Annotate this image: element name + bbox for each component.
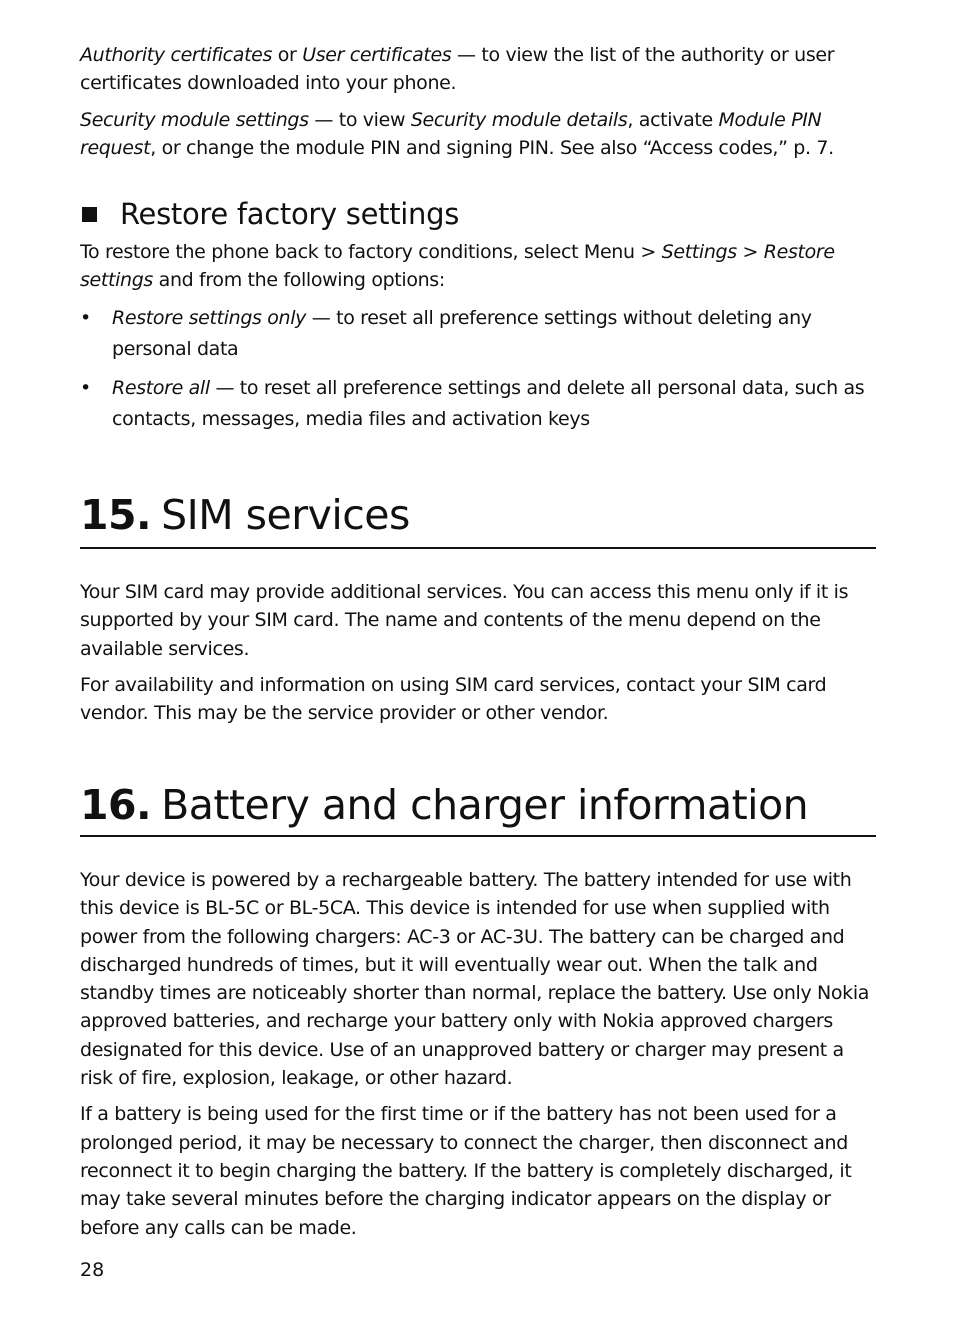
sim-services-body	[80, 578, 876, 727]
option-label: Restore all	[112, 376, 210, 399]
battery-body	[80, 866, 876, 1242]
restore-options-list	[80, 303, 876, 435]
page-number: 28	[80, 1259, 105, 1281]
path-separator: >	[736, 241, 764, 263]
security-module-details-label: Security module details	[410, 108, 628, 131]
battery-paragraph-2: If a battery is being used for the first time or if the battery has not been used for a prolonged period, it may be necessary to connect the charger, then disconnect and reconnect it to begin charging the battery. If the battery is completely discharged, it may take several minutes before the charging indicator appears on the display or before any calls can be made.	[80, 1103, 852, 1239]
chapter-title-text: Battery and charger information	[161, 781, 809, 829]
restore-heading-text: Restore factory settings	[120, 197, 460, 231]
chapter-title-text: SIM services	[161, 491, 410, 539]
module-pin-request-label: Module PIN request	[80, 108, 822, 159]
option-label: Restore settings only	[112, 306, 307, 329]
certificates-section	[80, 41, 876, 162]
option-text: — to reset all preference settings and delete all personal data, such as contacts, messages, media files and activation keys	[112, 376, 865, 430]
bullet-icon: •	[80, 376, 91, 399]
option-text: — to reset all preference settings without deleting any personal data	[112, 306, 812, 360]
list-item	[80, 373, 876, 435]
security-text-2: , activate	[627, 108, 719, 131]
chapter-number: 16.	[80, 781, 152, 829]
authority-certificates-label: Authority certificates	[80, 44, 273, 66]
menu-keyword: Menu	[583, 241, 635, 263]
chapter-title	[80, 780, 876, 830]
path-separator: >	[634, 241, 662, 263]
battery-paragraph-1: Your device is powered by a rechargeable battery. The battery intended for use with this device is BL-5C or BL-5CA. This device is intended for use when supplied with power from the following chargers: AC-3 or AC-3U. The battery can be charged and discharged hundreds of times, but it will eventually wear out. When the talk and standby times are noticeably shorter than normal, replace the battery. Use only Nokia approved batteries, and recharge your battery only with Nokia approved chargers designated for this device. Use of an unapproved battery or charger may present a risk of fire, explosion, leakage, or other hazard.	[80, 869, 870, 1090]
certificates-description: — to view the list of the authority or user certificates downloaded into your phone.	[80, 44, 835, 95]
list-item	[80, 303, 876, 365]
user-certificates-label: User certificates	[302, 44, 452, 66]
restore-instructions	[80, 238, 876, 295]
restore-settings-keyword: Restore settings	[80, 241, 835, 292]
square-bullet-icon	[82, 207, 97, 222]
chapter-number: 15.	[80, 491, 152, 539]
restore-text-post: and from the following options:	[152, 269, 445, 292]
sim-paragraph-1: Your SIM card may provide additional services. You can access this menu only if it is supported by your SIM card. The name and contents of the menu depend on the available services.	[80, 581, 849, 660]
security-text-3: , or change the module PIN and signing PIN. See also “Access codes,” p. 7.	[150, 136, 834, 159]
security-module-settings-label: Security module settings	[80, 108, 309, 131]
bullet-icon: •	[80, 306, 91, 329]
or-text: or	[272, 44, 303, 66]
security-text-1: — to view	[308, 108, 411, 131]
sim-paragraph-2: For availability and information on using SIM card services, contact your SIM card vendor. This may be the service provider or other vendor.	[80, 673, 827, 725]
restore-heading	[80, 196, 876, 232]
chapter-title	[80, 490, 876, 540]
certificates-paragraph	[80, 41, 876, 98]
chapter-15-heading	[80, 490, 876, 549]
restore-text-pre: To restore the phone back to factory conditions, select	[80, 241, 584, 263]
settings-keyword: Settings	[661, 241, 737, 263]
chapter-16-heading	[80, 780, 876, 837]
security-module-paragraph	[80, 106, 876, 163]
restore-factory-section	[80, 196, 876, 435]
